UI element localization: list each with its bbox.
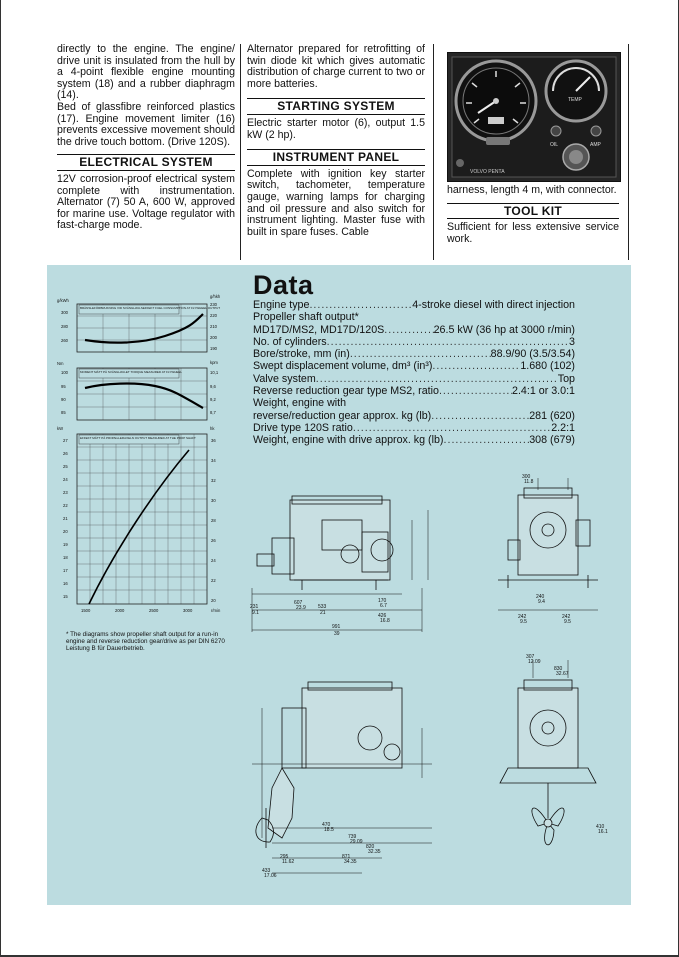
spec-row <box>253 324 575 336</box>
tick-label: 1500 <box>81 608 91 613</box>
spec-label: reverse/reduction gear approx. kg (lb) <box>253 409 432 422</box>
tick-label: 2000 <box>115 608 125 613</box>
tick-label: 23 <box>63 490 68 495</box>
dimension-label: 820 <box>366 844 375 850</box>
dimension-label: 34.35 <box>344 859 357 865</box>
x-unit-label: r/min <box>211 608 221 613</box>
performance-graphs <box>55 290 240 620</box>
tick-label: 230 <box>210 302 217 307</box>
spec-row <box>253 385 575 397</box>
tick-label: 200 <box>210 335 217 340</box>
dimension-label: 240 <box>536 594 545 600</box>
engine-side-view-reverse-gear <box>232 480 442 650</box>
tick-label: 25 <box>63 464 68 469</box>
heading-electrical-system: ELECTRICAL SYSTEM <box>57 154 235 171</box>
instrument-panel-photo <box>447 52 621 182</box>
panel-switch <box>486 137 510 145</box>
dimension-label: 9.1 <box>252 610 259 616</box>
spec-label: No. of cylinders <box>253 335 327 348</box>
tick-label: 32 <box>211 478 216 483</box>
instrument-panel-illustration <box>448 53 620 181</box>
tick-label: 24 <box>211 558 216 563</box>
tick-label: 24 <box>63 477 68 482</box>
dimension-label: 16.8 <box>380 618 390 624</box>
spec-value: 1.680 (102) <box>520 360 575 373</box>
spec-row <box>253 410 575 422</box>
dimension-label: 6.7 <box>380 603 387 609</box>
charge-warning-lamp <box>591 126 601 136</box>
spec-value: 88.9/90 (3.5/3.54) <box>490 348 575 361</box>
heading-instrument-panel: INSTRUMENT PANEL <box>247 149 425 166</box>
paragraph-bed: Bed of glassfibre reinforced plastics (17). Engine movement limiter (16) prevents excessive movement should the drive touch bottom. (Drive 120S). <box>57 100 235 148</box>
dimension-label: 242 <box>562 614 571 620</box>
tick-label: 28 <box>211 518 216 523</box>
tick-label: 34 <box>211 458 216 463</box>
tick-label: 9,2 <box>210 397 216 402</box>
tick-label: 2500 <box>149 608 159 613</box>
spec-label: Weight, engine with <box>253 397 347 410</box>
spec-value: 2.2:1 <box>551 421 575 434</box>
output-graph-grid <box>77 434 207 604</box>
paragraph-tool-kit: Sufficient for less extensive service work. <box>447 221 619 245</box>
dimension-label: 29.09 <box>350 839 363 845</box>
tick-label: 22 <box>211 578 216 583</box>
dimension-label: 16.1 <box>598 829 608 835</box>
brand-label: VOLVO PENTA <box>470 169 505 175</box>
spec-label: Weight, engine with drive approx. kg (lb) <box>253 434 444 447</box>
tick-label: 20 <box>63 529 68 534</box>
tick-label: 280 <box>61 324 68 329</box>
spec-value: Top <box>557 372 575 385</box>
output-graph-title: EFFEKT MÄTT PÅ PROPELLERAXELN OUTPUT MEASURED AT THE PROP SHAFT <box>80 436 196 440</box>
dimension-label: 21 <box>320 610 326 616</box>
dimension-label: 23.9 <box>296 605 306 611</box>
dimension-label: 9.4 <box>538 599 545 605</box>
spec-label: Engine type <box>253 299 310 311</box>
spec-value: 308 (679) <box>529 434 575 447</box>
tick-label: 3000 <box>183 608 193 613</box>
engine-front-view-drive <box>478 648 628 868</box>
tick-label: 85 <box>61 410 66 415</box>
column-divider-1 <box>240 44 241 260</box>
spec-row <box>253 336 575 348</box>
tick-label: 300 <box>61 310 68 315</box>
spec-row <box>253 434 575 446</box>
tick-label: 17 <box>63 568 68 573</box>
tick-label: 190 <box>210 346 217 351</box>
tick-label: 18 <box>63 555 68 560</box>
dimension-label: 231 <box>250 604 259 610</box>
torque-graph-title: MOMENT MÄTT PÅ SVÄNGHJULET TORQUE MEASURED AT FLYWHEEL <box>80 370 183 374</box>
paragraph-alternator: Alternator prepared for retrofitting of twin diode kit which gives automatic distribution of charge current to two or more batteries. <box>247 43 425 90</box>
spec-label: Propeller shaft output* <box>253 311 359 324</box>
tick-label: 9,6 <box>210 384 216 389</box>
data-title: Data <box>253 270 314 300</box>
tick-label: 21 <box>63 516 68 521</box>
tick-label: 90 <box>61 397 66 402</box>
text-column-2 <box>247 44 425 238</box>
dimension-label: 830 <box>554 666 563 672</box>
tick-label: 36 <box>211 438 216 443</box>
tick-label: 20 <box>211 598 216 603</box>
column-divider-3 <box>628 44 629 260</box>
dimension-label: 32.35 <box>368 849 381 855</box>
spec-value: 26.5 kW (36 hp at 3000 r/min) <box>433 323 575 336</box>
spec-label: Swept displacement volume, dm³ (in³) <box>253 360 433 373</box>
spec-row <box>253 311 575 323</box>
amp-label: AMP <box>590 142 601 148</box>
spec-row <box>253 397 575 409</box>
text-column-1 <box>57 44 235 232</box>
spec-list <box>253 299 575 447</box>
tick-label: 19 <box>63 542 68 547</box>
dimension-label: 17.06 <box>264 873 277 879</box>
output-left-unit: kW <box>57 426 64 431</box>
paragraph-electrical: 12V corrosion-proof electrical system complete with instrumentation. Alternator (7) 50 A, 600 W, approved for marine use. Voltage regulator with fast-charge mode. <box>57 172 235 232</box>
heading-tool-kit: TOOL KIT <box>447 203 619 220</box>
paragraph-instrument: Complete with ignition key starter switch, tachometer, temperature gauge, warning lamps for charging and oil pressure and also switch for instrument lighting. Master fuse with built in spare fuses. Cable <box>247 167 425 238</box>
spec-value: 3 <box>569 335 575 348</box>
fuel-consumption-curve <box>85 314 203 343</box>
text-column-3 <box>447 185 619 245</box>
spec-label: Bore/stroke, mm (in) <box>253 348 350 361</box>
output-right-unit: hk <box>210 426 215 431</box>
spec-row <box>253 299 575 311</box>
tick-label: 26 <box>63 451 68 456</box>
tick-label: 27 <box>63 438 68 443</box>
torque-curve <box>85 384 203 408</box>
graphs-footnote: * The diagrams show propeller shaft output for a run-in engine and reverse reduction gear/drive as per DIN 6270 Leistung B für Dauerbetrieb. <box>66 631 225 653</box>
paragraph-harness: harness, length 4 m, with connector. <box>447 184 617 196</box>
dimension-label: 433 <box>262 868 271 874</box>
fuel-left-unit: g/kWh <box>57 298 69 303</box>
dimension-label: 9.5 <box>564 619 571 625</box>
torque-right-unit: kpm <box>210 360 218 365</box>
tick-label: 30 <box>211 498 216 503</box>
dimension-label: 607 <box>294 600 303 606</box>
dimension-label: 871 <box>342 854 351 860</box>
tick-label: 95 <box>61 384 66 389</box>
spec-label: Reverse reduction gear type MS2, ratio <box>253 385 439 398</box>
paragraph-engine-mounting: directly to the engine. The engine/ drive unit is insulated from the hull by a 4-point flexible engine mounting system (18) and a rubber diaphragm (14). <box>57 43 235 102</box>
tick-label: 15 <box>63 594 68 599</box>
dimension-label: 170 <box>378 598 387 604</box>
temp-label: TEMP <box>568 97 582 103</box>
fuel-graph-title: BRÄNSLEFÖRBRUKNING VID SVÄNGHJULSEFFEKT FUEL CONSUMPTION AT FLYWHEEL OUTPUT <box>80 306 221 310</box>
dimension-label: 410 <box>596 824 605 830</box>
dimension-label: 533 <box>318 604 327 610</box>
dimension-label: 991 <box>332 624 341 630</box>
dimension-label: 242 <box>518 614 527 620</box>
tick-label: 16 <box>63 581 68 586</box>
dimension-label: 18.5 <box>324 827 334 833</box>
dimension-label: 32.67 <box>556 671 569 677</box>
spec-value: 2.4:1 or 3.0:1 <box>512 385 575 398</box>
engine-front-view-reverse-gear <box>478 470 628 635</box>
tick-label: 260 <box>61 338 68 343</box>
column-divider-2 <box>433 44 434 260</box>
spec-label: Valve system <box>253 372 316 385</box>
spec-value: 281 (620) <box>529 409 575 422</box>
dimension-label: 300 <box>522 474 531 480</box>
dimension-label: 12.09 <box>528 659 541 665</box>
dimension-label: 470 <box>322 822 331 828</box>
dimension-label: 295 <box>280 854 289 860</box>
spec-label: Drive type 120S ratio <box>253 421 353 434</box>
dimension-label: 739 <box>348 834 357 840</box>
dimension-label: 11.8 <box>524 479 534 485</box>
tick-label: 26 <box>211 538 216 543</box>
spec-row <box>253 373 575 385</box>
paragraph-starting: Electric starter motor (6), output 1.5 kW (2 hp). <box>247 116 425 141</box>
page-border-left <box>0 0 1 957</box>
spec-row <box>253 360 575 372</box>
torque-left-unit: Nm <box>57 361 64 366</box>
tick-label: 210 <box>210 324 217 329</box>
dimension-label: 11.62 <box>282 859 295 865</box>
tick-label: 22 <box>63 503 68 508</box>
dimension-label: 307 <box>526 654 535 660</box>
dimension-label: 9.5 <box>520 619 527 625</box>
tick-label: 8,7 <box>210 410 216 415</box>
spec-row <box>253 348 575 360</box>
oil-warning-lamp <box>551 126 561 136</box>
oil-label: OIL <box>550 142 559 148</box>
tick-label: 10,1 <box>210 370 219 375</box>
spec-value: 4-stroke diesel with direct injection <box>412 299 575 311</box>
spec-row <box>253 422 575 434</box>
dimension-label: 426 <box>378 613 387 619</box>
tick-label: 220 <box>210 313 217 318</box>
engine-side-view-drive <box>232 668 452 883</box>
heading-starting-system: STARTING SYSTEM <box>247 98 425 115</box>
spec-label: MD17D/MS2, MD17D/120S <box>253 323 385 336</box>
fuel-right-unit: g/hkh <box>210 294 221 299</box>
tick-label: 100 <box>61 370 68 375</box>
dimension-label: 39 <box>334 631 340 637</box>
